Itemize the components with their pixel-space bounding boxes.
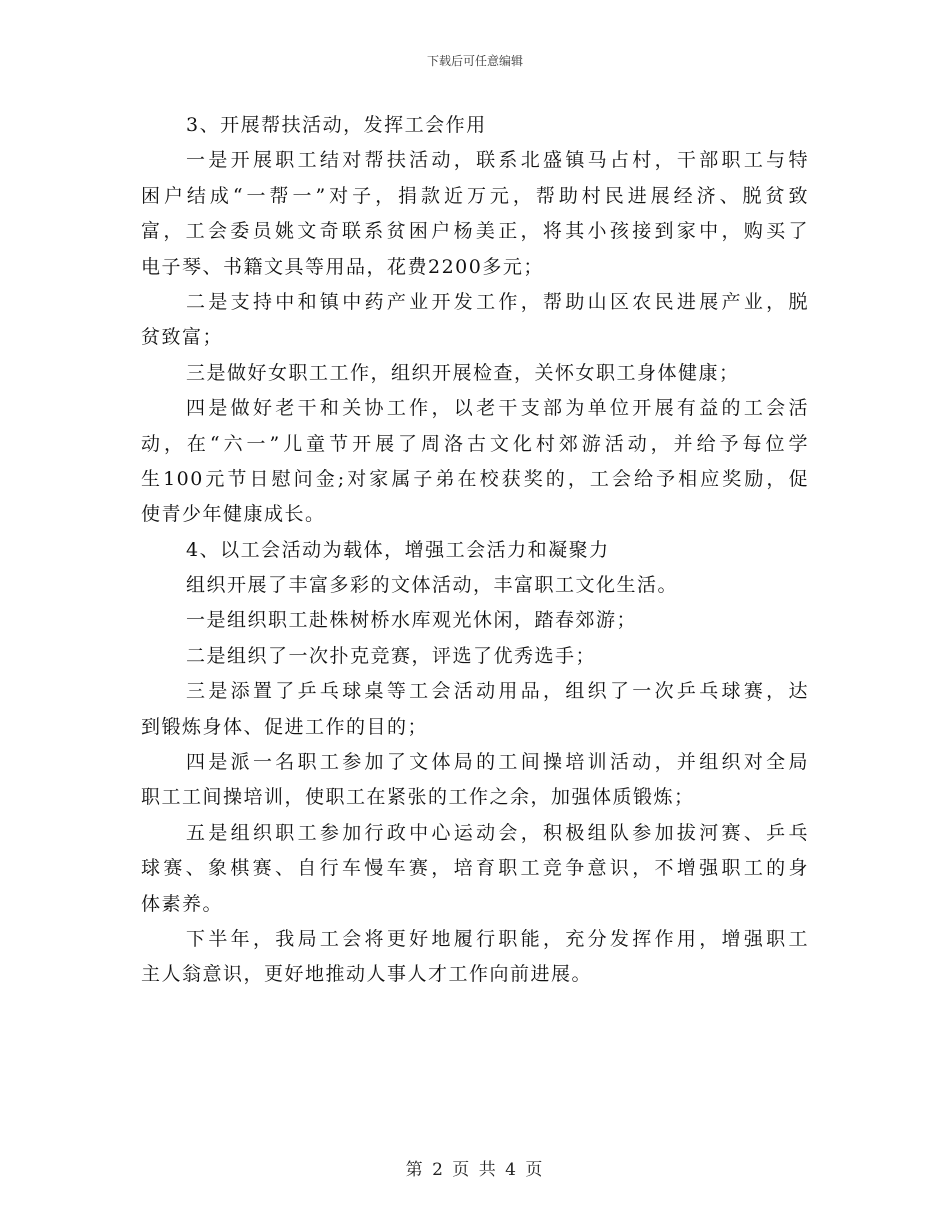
text-line: 三是添置了乒乓球桌等工会活动用品，组织了一次乒乓球赛，达: [186, 680, 809, 703]
text-line: 困户结成“一帮一”对子，捐款近万元，帮助村民进展经济、脱贫致: [141, 184, 809, 207]
text-line: 主人翁意识，更好地推动人事人才工作向前进展。: [141, 963, 593, 986]
text-line: 3、开展帮扶活动，发挥工会作用: [186, 114, 487, 136]
text-line: 三是做好女职工工作，组织开展检查，关怀女职工身体健康；: [186, 361, 740, 384]
text-line: 4、以工会活动为载体，增强工会活力和凝聚力: [186, 538, 610, 561]
text-line: 体素养。: [141, 892, 224, 915]
document-body: [141, 108, 809, 993]
text-line: 职工工间操培训，使职工在紧张的工作之余，加强体质锻炼；: [141, 786, 695, 809]
text-line: 组织开展了丰富多彩的文体活动，丰富职工文化生活。: [186, 574, 679, 597]
text-line: 动，在“六一”儿童节开展了周洛古文化村郊游活动，并给予每位学: [141, 432, 809, 455]
text-line: 五是组织职工参加行政中心运动会，积极组队参加拔河赛、乒乓: [186, 821, 809, 844]
text-line: 到锻炼身体、促进工作的目的；: [141, 715, 429, 738]
text-line: 下半年，我局工会将更好地履行职能，充分发挥作用，增强职工: [186, 927, 809, 950]
text-line: 一是组织职工赴株树桥水库观光休闲，踏春郊游；: [186, 609, 638, 632]
text-line: 四是做好老干和关协工作，以老干支部为单位开展有益的工会活: [186, 397, 809, 420]
text-line: 二是组织了一次扑克竞赛，评选了优秀选手；: [186, 644, 597, 667]
text-line: 使青少年健康成长。: [141, 503, 326, 526]
page-header: 下载后可任意编辑: [426, 54, 523, 68]
page-footer: 第 2 页 共 4 页: [405, 1160, 545, 1180]
text-line: 富，工会委员姚文奇联系贫困户杨美正，将其小孩接到家中，购买了: [141, 220, 809, 243]
text-line: 一是开展职工结对帮扶活动，联系北盛镇马占村，干部职工与特: [186, 149, 809, 172]
text-line: 球赛、象棋赛、自行车慢车赛，培育职工竞争意识，不增强职工的身: [141, 857, 809, 880]
text-line: 生100元节日慰问金;对家属子弟在校获奖的，工会给予相应奖励，促: [141, 467, 809, 490]
text-line: 二是支持中和镇中药产业开发工作，帮助山区农民进展产业，脱: [186, 290, 809, 313]
text-line: 电子琴、书籍文具等用品，花费2200多元；: [141, 255, 544, 278]
text-line: 贫致富；: [141, 326, 224, 349]
text-line: 四是派一名职工参加了文体局的工间操培训活动，并组织对全局: [186, 751, 809, 774]
